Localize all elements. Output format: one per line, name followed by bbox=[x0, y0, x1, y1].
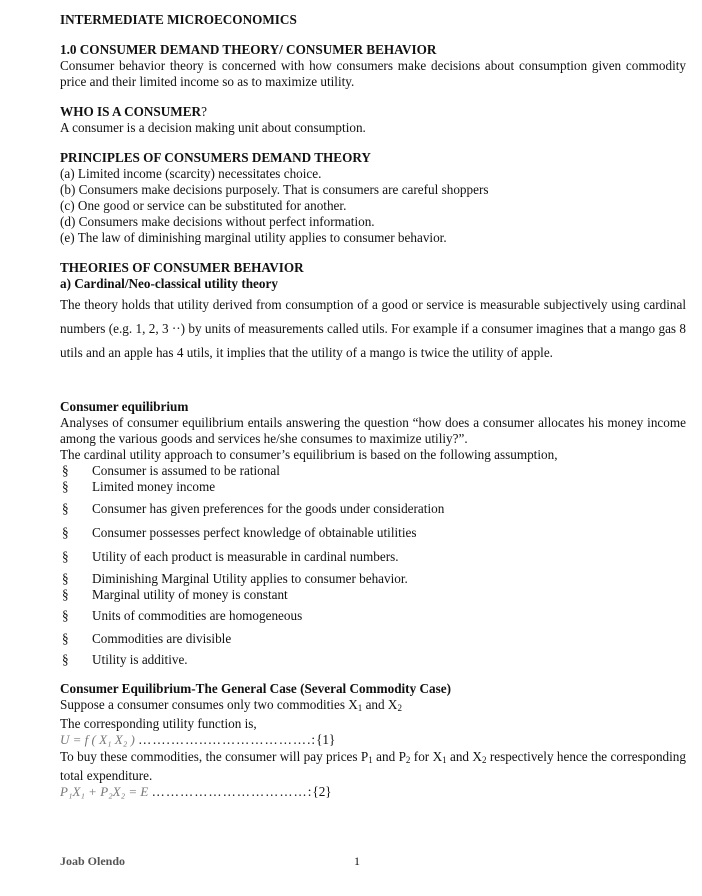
paragraph-equilibrium-assumption: The cardinal utility approach to consumer’s equilibrium is based on the following assumption, bbox=[60, 447, 558, 462]
assumption-text: Commodities are divisible bbox=[92, 631, 232, 646]
assumption-item bbox=[60, 608, 686, 624]
principle-item: (c) One good or service can be substituted for another. bbox=[60, 198, 347, 213]
assumption-text: Consumer is assumed to be rational bbox=[92, 463, 280, 478]
text-run: and P bbox=[372, 749, 406, 764]
assumption-item bbox=[60, 652, 686, 668]
section-heading-general-case: Consumer Equilibrium-The General Case (Several Commodity Case) bbox=[60, 681, 451, 696]
assumption-item bbox=[60, 549, 686, 565]
subheading-cardinal: a) Cardinal/Neo-classical utility theory bbox=[60, 276, 278, 291]
paragraph-cardinal-theory: The theory holds that utility derived from consumption of a good or service is measurable subjectively using cardinal numbers (e.g. 1, 2, 3 ··) by units of measurements called utils. For example if a consumer imagines that a mango gas 8 utils and an apple has 4 utils, it implies that the utility of a mango is twice the utility of apple. bbox=[60, 297, 686, 360]
utility-function-formula: U = f ( X₁ X₂ ) bbox=[60, 732, 135, 747]
section-sign-icon: § bbox=[62, 587, 69, 602]
text-run: respectively hence the corresponding total expenditure. bbox=[60, 749, 686, 783]
text-run: and X bbox=[362, 697, 398, 712]
expenditure-formula: P₁X₁ + P₂X₂ = E bbox=[60, 784, 149, 799]
paragraph-consumer-behavior: Consumer behavior theory is concerned with how consumers make decisions about consumption given commodity price and their limited income so as to maximize utility. bbox=[60, 58, 686, 89]
footer-author: Joab Olendo bbox=[60, 854, 126, 868]
assumption-text: Diminishing Marginal Utility applies to consumer behavior. bbox=[92, 571, 408, 586]
principle-item: (d) Consumers make decisions without perfect information. bbox=[60, 214, 375, 229]
equation-1 bbox=[60, 732, 686, 749]
section-heading-principles: PRINCIPLES OF CONSUMERS DEMAND THEORY bbox=[60, 150, 371, 165]
section-sign-icon: § bbox=[62, 463, 69, 478]
section-sign-icon: § bbox=[62, 479, 69, 494]
assumption-text: Marginal utility of money is constant bbox=[92, 587, 288, 602]
paragraph-two-commodities bbox=[60, 697, 686, 716]
assumption-text: Consumer has given preferences for the goods under consideration bbox=[92, 501, 445, 516]
assumption-item bbox=[60, 631, 686, 647]
text-run: Suppose a consumer consumes only two commodities X bbox=[60, 697, 358, 712]
assumption-text: Consumer possesses perfect knowledge of obtainable utilities bbox=[92, 525, 417, 540]
principle-item: (e) The law of diminishing marginal utility applies to consumer behavior. bbox=[60, 230, 447, 245]
section-sign-icon: § bbox=[62, 631, 69, 646]
section-sign-icon: § bbox=[62, 652, 69, 667]
section-sign-icon: § bbox=[62, 571, 69, 586]
assumption-item bbox=[60, 479, 686, 495]
section-sign-icon: § bbox=[62, 525, 69, 540]
section-heading-consumer-demand: 1.0 CONSUMER DEMAND THEORY/ CONSUMER BEHAVIOR bbox=[60, 42, 437, 57]
leader-dots: ……………………………: bbox=[151, 784, 313, 799]
paragraph-utility-function: The corresponding utility function is, bbox=[60, 716, 257, 731]
equation-label: {2} bbox=[312, 784, 332, 799]
principle-item: (b) Consumers make decisions purposely. That is consumers are careful shoppers bbox=[60, 182, 489, 197]
paragraph-who: A consumer is a decision making unit about consumption. bbox=[60, 120, 366, 135]
subscript: 2 bbox=[481, 755, 487, 765]
text-run: To buy these commodities, the consumer will pay prices P bbox=[60, 749, 369, 764]
subscript: 1 bbox=[368, 755, 373, 765]
page-number: 1 bbox=[354, 854, 360, 868]
assumption-item bbox=[60, 463, 686, 479]
principles-list bbox=[60, 166, 686, 246]
assumption-text: Limited money income bbox=[92, 479, 216, 494]
question-mark: ? bbox=[201, 104, 207, 119]
who-heading-line bbox=[60, 104, 686, 120]
assumption-item bbox=[60, 571, 686, 587]
subscript: 1 bbox=[442, 755, 447, 765]
subscript: 1 bbox=[357, 703, 363, 713]
assumption-item bbox=[60, 501, 686, 517]
section-heading-who: WHO IS A CONSUMER bbox=[60, 104, 202, 119]
section-sign-icon: § bbox=[62, 549, 69, 564]
assumption-text: Utility of each product is measurable in cardinal numbers. bbox=[92, 549, 399, 564]
section-heading-theories: THEORIES OF CONSUMER BEHAVIOR bbox=[60, 260, 304, 275]
assumption-text: Units of commodities are homogeneous bbox=[92, 608, 303, 623]
assumption-text: Utility is additive. bbox=[92, 652, 188, 667]
text-run: for X bbox=[410, 749, 443, 764]
document-title: INTERMEDIATE MICROECONOMICS bbox=[60, 12, 297, 27]
assumption-item bbox=[60, 525, 686, 541]
equation-2 bbox=[60, 784, 686, 801]
paragraph-total-expenditure bbox=[60, 749, 686, 784]
assumptions-list bbox=[60, 463, 686, 668]
subscript: 2 bbox=[397, 703, 402, 713]
text-run: and X bbox=[446, 749, 482, 764]
principle-item: (a) Limited income (scarcity) necessitates choice. bbox=[60, 166, 322, 181]
section-heading-equilibrium: Consumer equilibrium bbox=[60, 399, 189, 414]
assumption-item bbox=[60, 587, 686, 603]
leader-dots: …….……..………………….: bbox=[138, 732, 317, 747]
paragraph-equilibrium-question: Analyses of consumer equilibrium entails answering the question “how does a consumer allocates his money income among the various goods and services he/she consumes to maximize utiliy?”. bbox=[60, 415, 686, 446]
document-page bbox=[60, 10, 686, 801]
section-sign-icon: § bbox=[62, 501, 69, 516]
subscript: 2 bbox=[405, 755, 411, 765]
section-sign-icon: § bbox=[62, 608, 69, 623]
equation-label: {1} bbox=[316, 732, 336, 747]
